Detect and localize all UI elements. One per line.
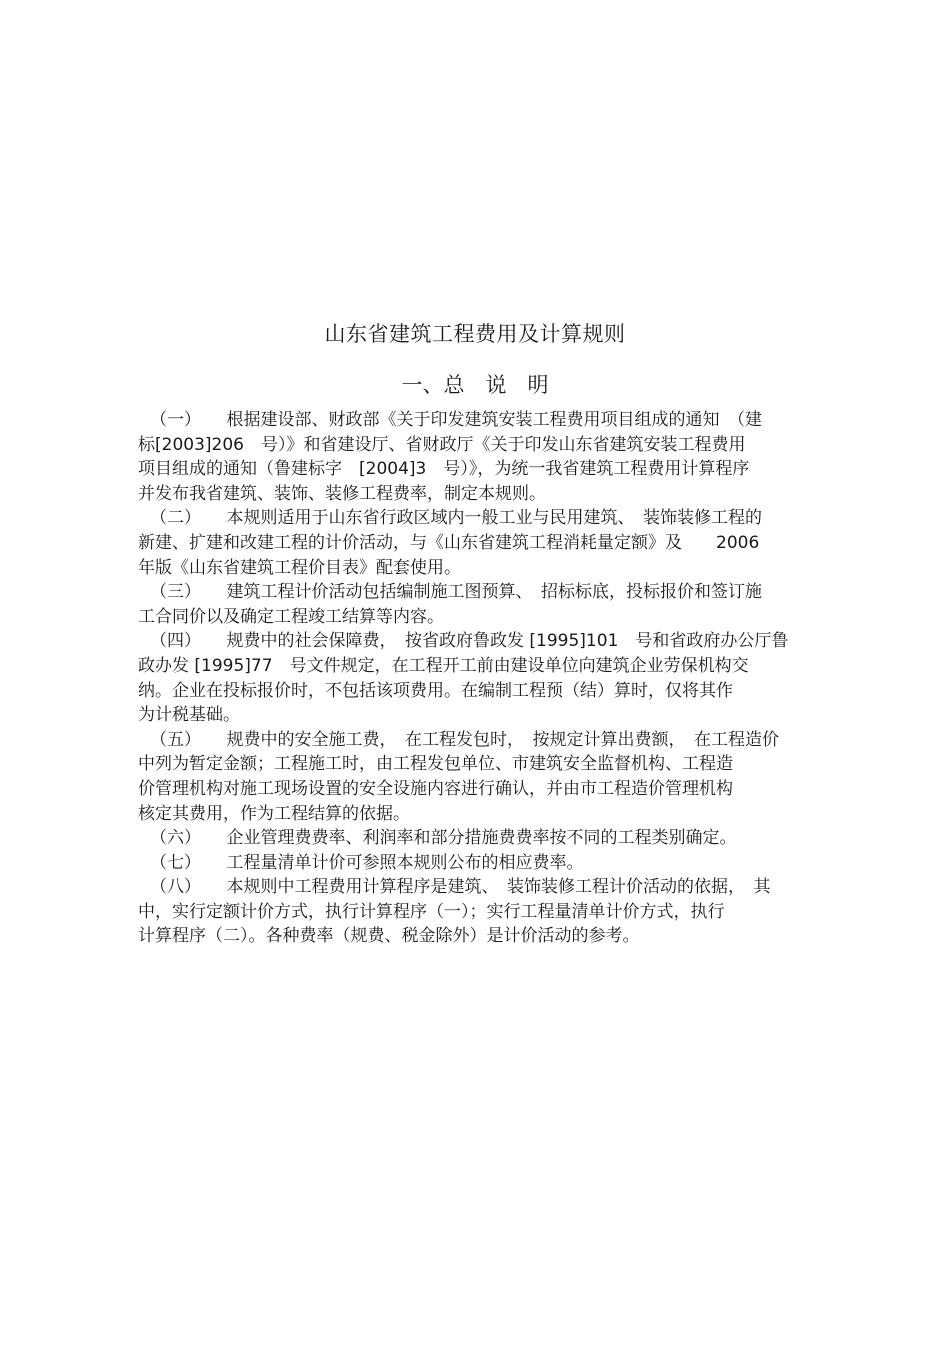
paragraph-7 — [138, 851, 818, 876]
paragraph-2 — [138, 506, 818, 580]
paragraph-8 — [138, 875, 818, 949]
paragraph-line: 中，实行定额计价方式，执行计算程序（一）；实行工程量清单计价方式，执行 — [138, 901, 725, 922]
paragraph-line: （八） 本规则中工程费用计算程序是建筑、 装饰装修工程计价活动的依据， 其 — [150, 877, 771, 898]
paragraph-line: 计算程序（二）。各种费率（规费、税金除外）是计价活动的参考。 — [138, 926, 640, 947]
paragraph-1 — [138, 408, 818, 506]
paragraph-line: 价管理机构对施工现场设置的安全设施内容进行确认，并由市工程造价管理机构 — [138, 778, 733, 799]
document-title: 山东省建筑工程费用及计算规则 — [324, 322, 626, 346]
document-body — [138, 408, 818, 949]
paragraph-line: （二） 本规则适用于山东省行政区域内一般工业与民用建筑、 装饰装修工程的 — [150, 508, 762, 529]
paragraph-line: （四） 规费中的社会保障费， 按省政府鲁政发 [1995]101 号和省政府办公厅鲁 — [150, 631, 789, 652]
paragraph-4 — [138, 629, 818, 727]
paragraph-line: 纳。企业在投标报价时，不包括该项费用。在编制工程预（结）算时，仅将其作 — [138, 680, 733, 701]
paragraph-line: 标[2003]206 号）》和省建设厅、省财政厅《关于印发山东省建筑安装工程费用 — [138, 434, 746, 455]
paragraph-line: 年版《山东省建筑工程价目表》配套使用。 — [138, 557, 461, 578]
paragraph-line: 并发布我省建筑、装饰、装修工程费率，制定本规则。 — [138, 483, 546, 504]
paragraph-line: （五） 规费中的安全施工费， 在工程发包时， 按规定计算出费额， 在工程造价 — [150, 729, 779, 750]
paragraph-line: 中列为暂定金额；工程施工时，由工程发包单位、市建筑安全监督机构、工程造 — [138, 754, 733, 775]
paragraph-line: 为计税基础。 — [138, 705, 240, 726]
paragraph-line: （六） 企业管理费费率、利润率和部分措施费费率按不同的工程类别确定。 — [150, 828, 737, 849]
paragraph-6 — [138, 826, 818, 851]
paragraph-line: 项目组成的通知（鲁建标字 [2004]3 号）》，为统一我省建筑工程费用计算程序 — [138, 459, 750, 480]
paragraph-line: （一） 根据建设部、财政部《关于印发建筑安装工程费用项目组成的通知 （建 — [150, 410, 762, 430]
paragraph-line: 工合同价以及确定工程竣工结算等内容。 — [138, 606, 444, 627]
paragraph-line: （七） 工程量清单计价可参照本规则公布的相应费率。 — [150, 852, 584, 873]
paragraph-5 — [138, 728, 818, 826]
paragraph-line: 新建、扩建和改建工程的计价活动，与《山东省建筑工程消耗量定额》及 2006 — [138, 532, 760, 553]
paragraph-3 — [138, 580, 818, 629]
paragraph-line: （三） 建筑工程计价活动包括编制施工图预算、 招标标底，投标报价和签订施 — [150, 582, 762, 603]
section-heading: 一、总 说 明 — [401, 373, 549, 397]
paragraph-line: 政办发 [1995]77 号文件规定，在工程开工前由建设单位向建筑企业劳保机构交 — [138, 655, 749, 676]
paragraph-line: 核定其费用，作为工程结算的依据。 — [138, 803, 410, 824]
